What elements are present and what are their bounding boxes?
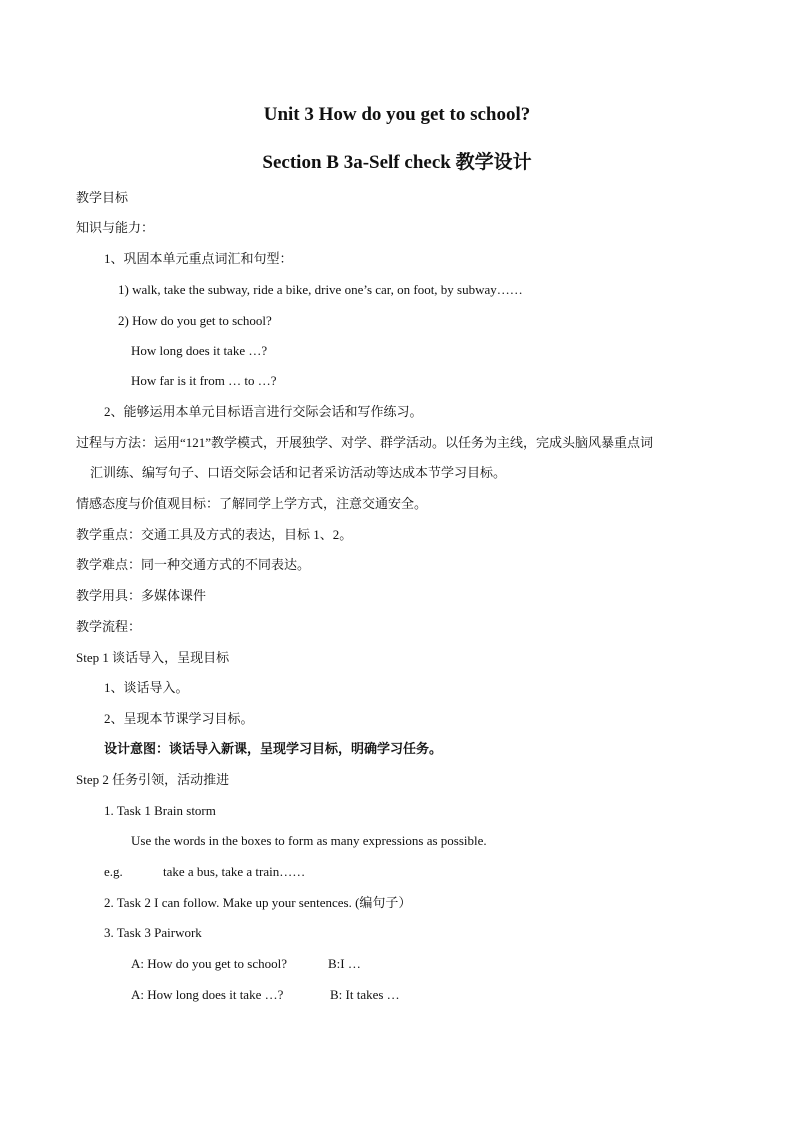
- knowledge-heading: 知识与能力：: [76, 220, 155, 235]
- dialog-1-answer: B:I …: [328, 956, 361, 971]
- step-1-item-1: 1、谈话导入。: [104, 680, 189, 695]
- emotion-goal: 情感态度与价值观目标：了解同学上学方式，注意交通安全。: [76, 496, 428, 511]
- example-text: take a bus, take a train……: [163, 864, 306, 879]
- knowledge-sub-1: 1) walk, take the subway, ride a bike, drive one’s car, on foot, by subway……: [118, 282, 523, 297]
- knowledge-item-2: 2、能够运用本单元目标语言进行交际会话和写作练习。: [104, 404, 423, 419]
- step-2-heading: Step 2 任务引领，活动推进: [76, 772, 230, 787]
- key-point: 教学重点：交通工具及方式的表达，目标 1、2。: [76, 527, 353, 542]
- dialog-2-question: A: How long does it take …?: [131, 987, 284, 1002]
- dialog-1-question: A: How do you get to school?: [131, 956, 287, 971]
- step-1-item-2: 2、呈现本节课学习目标。: [104, 711, 254, 726]
- knowledge-sub-2: 2) How do you get to school?: [118, 313, 272, 328]
- difficulty: 教学难点：同一种交通方式的不同表达。: [76, 557, 311, 572]
- knowledge-sub-3: How long does it take …?: [131, 343, 268, 358]
- step-1-design-intent: 设计意图：谈话导入新课，呈现学习目标，明确学习任务。: [104, 741, 443, 756]
- dialog-2-answer: B: It takes …: [330, 987, 400, 1002]
- document-title: Unit 3 How do you get to school?: [263, 104, 531, 125]
- step-1-heading: Step 1 谈话导入，呈现目标: [76, 650, 230, 665]
- document-subtitle: Section B 3a-Self check 教学设计: [262, 152, 532, 173]
- objectives-heading: 教学目标: [76, 190, 129, 205]
- process-line-1: 过程与方法：运用“121”教学模式，开展独学、对学、群学活动。以任务为主线，完成头脑风暴重点词: [76, 435, 654, 450]
- flow-heading: 教学流程：: [76, 619, 142, 634]
- knowledge-item-1: 1、巩固本单元重点词汇和句型：: [104, 251, 293, 266]
- knowledge-sub-4: How far is it from … to …?: [131, 373, 277, 388]
- example-label: e.g.: [104, 864, 123, 879]
- teaching-tools: 教学用具：多媒体课件: [76, 588, 207, 603]
- process-line-2: 汇训练、编写句子、口语交际会话和记者采访活动等达成本节学习目标。: [90, 465, 507, 480]
- task-3-heading: 3. Task 3 Pairwork: [104, 925, 202, 940]
- task-1-heading: 1. Task 1 Brain storm: [104, 803, 216, 818]
- task-2-heading: 2. Task 2 I can follow. Make up your sentences. (编句子）: [104, 895, 412, 910]
- task-1-description: Use the words in the boxes to form as many expressions as possible.: [131, 833, 487, 848]
